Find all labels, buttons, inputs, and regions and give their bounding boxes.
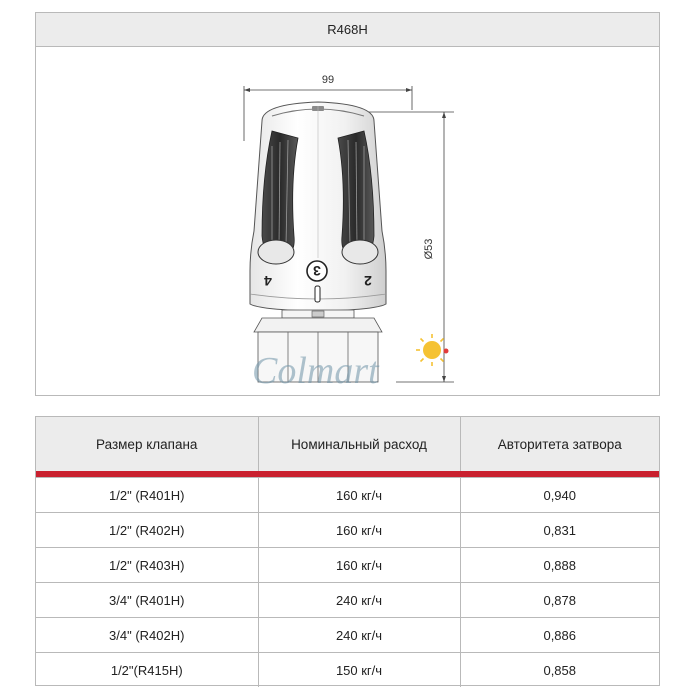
cell-valve-size: 1/2" (R402H) [36, 513, 258, 548]
cell-nominal-flow: 240 кг/ч [258, 618, 460, 653]
cell-nominal-flow: 160 кг/ч [258, 513, 460, 548]
cell-valve-size: 1/2" (R401H) [36, 478, 258, 513]
cell-valve-size: 1/2"(R415H) [36, 653, 258, 688]
cell-valve-authority: 0,886 [460, 618, 659, 653]
table-row [36, 548, 659, 583]
cell-valve-authority: 0,888 [460, 548, 659, 583]
dial-number-4: 4 [264, 273, 272, 289]
header-nominal-flow: Номинальный расход [258, 417, 460, 471]
product-drawing-panel [35, 12, 660, 396]
dial-number-2: 2 [364, 273, 372, 289]
cell-valve-size: 1/2" (R403H) [36, 548, 258, 583]
table-row [36, 478, 659, 513]
cell-valve-authority: 0,878 [460, 583, 659, 618]
table-row [36, 513, 659, 548]
header-valve-authority: Авторитета затвора [460, 417, 659, 471]
table-row [36, 653, 659, 688]
spec-table-panel [35, 416, 660, 686]
thermostat-body [250, 102, 386, 311]
height-label: Ø53 [423, 238, 435, 260]
cell-valve-size: 3/4" (R402H) [36, 618, 258, 653]
product-title: R468H [36, 13, 659, 47]
spec-table [36, 417, 659, 687]
table-row [36, 583, 659, 618]
dial-number-3: 3 [313, 263, 321, 279]
header-valve-size: Размер клапана [36, 417, 258, 471]
table-header-row [36, 417, 659, 471]
cell-valve-authority: 0,831 [460, 513, 659, 548]
cell-nominal-flow: 160 кг/ч [258, 478, 460, 513]
cell-valve-authority: 0,940 [460, 478, 659, 513]
cell-nominal-flow: 160 кг/ч [258, 548, 460, 583]
cell-valve-size: 3/4" (R401H) [36, 583, 258, 618]
cell-nominal-flow: 150 кг/ч [258, 653, 460, 688]
cell-nominal-flow: 240 кг/ч [258, 583, 460, 618]
table-row [36, 618, 659, 653]
cell-valve-authority: 0,858 [543, 662, 577, 678]
thermostatic-head-drawing [36, 46, 659, 395]
watermark-logo: Colmart [252, 350, 379, 392]
width-label: 99 [321, 74, 335, 86]
